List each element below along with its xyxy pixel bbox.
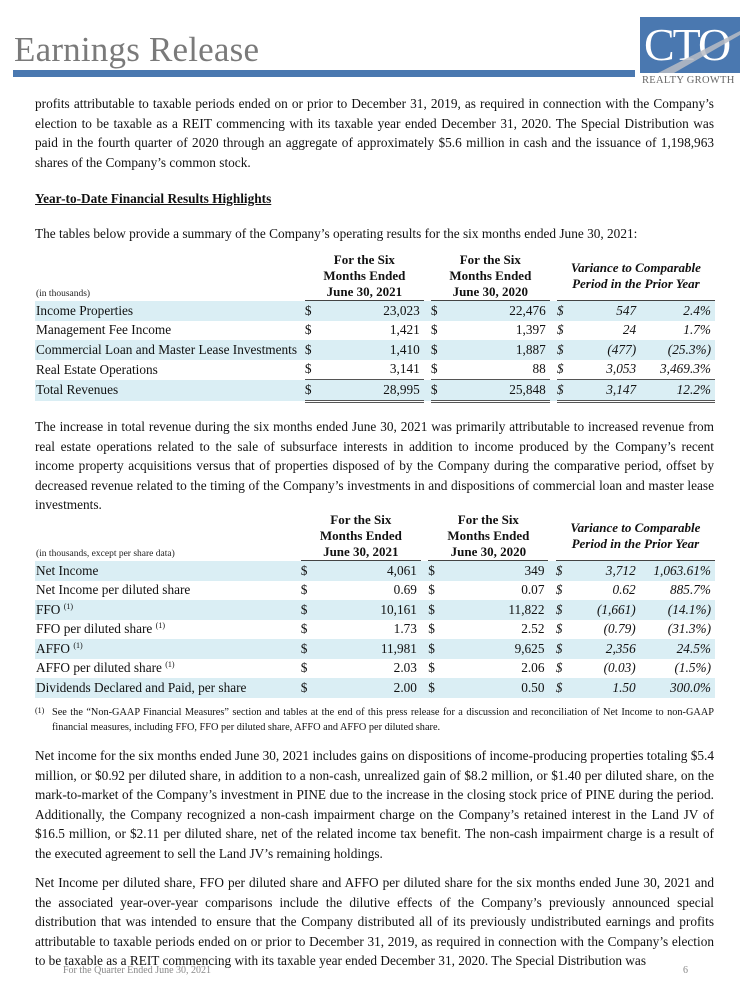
header-line: For the Six — [330, 512, 392, 527]
currency: $ — [556, 561, 575, 581]
value-2020: 2.06 — [521, 660, 545, 676]
footnote-ref: (1) — [165, 660, 175, 670]
table-row — [35, 581, 715, 601]
variance-value: 3,712 — [575, 561, 640, 581]
variance-value: (477) — [576, 340, 640, 360]
value-2020: 0.50 — [448, 678, 549, 698]
currency: $ — [305, 360, 324, 380]
logo-subtitle: REALTY GROWTH — [642, 75, 735, 86]
value-2020: 11,822 — [448, 600, 549, 620]
currency: $ — [300, 582, 308, 598]
value-2020: 349 — [448, 561, 549, 581]
header-line: Variance to Comparable — [570, 260, 701, 275]
footnote — [35, 705, 714, 735]
row-label: Dividends Declared and Paid, per share — [35, 678, 301, 698]
value-2021: 1,421 — [389, 322, 420, 338]
currency: $ — [556, 600, 575, 620]
value-2020: 1,887 — [450, 340, 550, 360]
header-line: June 30, 2020 — [452, 284, 529, 299]
header-line: For the Six — [333, 252, 395, 267]
currency: $ — [428, 582, 435, 598]
col-header-2021 — [301, 512, 421, 561]
currency: $ — [555, 660, 563, 676]
footnote-ref: (1) — [63, 601, 74, 611]
col-header-variance — [556, 512, 715, 561]
table-row-total — [35, 380, 715, 402]
variance-pct: (25.3%) — [640, 340, 715, 360]
logo-swoosh-icon — [640, 17, 740, 73]
footnote-ref: (1) — [73, 640, 83, 650]
currency: $ — [556, 678, 575, 698]
variance-pct: 2.4% — [640, 301, 715, 321]
currency: $ — [300, 621, 308, 637]
currency: $ — [305, 301, 324, 321]
table-row — [35, 600, 715, 620]
currency: $ — [428, 639, 447, 659]
variance-pct: 24.5% — [640, 639, 715, 659]
value-2021: 4,061 — [320, 561, 421, 581]
value-2021: 10,161 — [320, 600, 421, 620]
currency: $ — [305, 380, 324, 402]
currency: $ — [428, 600, 447, 620]
currency: $ — [428, 621, 435, 637]
currency: $ — [557, 301, 576, 321]
currency: $ — [428, 660, 435, 676]
header-line: Months Ended — [319, 528, 402, 543]
currency: $ — [557, 360, 576, 380]
currency: $ — [301, 600, 320, 620]
header-line: For the Six — [457, 512, 519, 527]
logo-text: CTO — [644, 19, 730, 70]
currency: $ — [301, 678, 320, 698]
row-label: Management Fee Income — [36, 322, 172, 338]
header-line: June 30, 2020 — [450, 544, 527, 559]
currency: $ — [555, 582, 563, 598]
col-header-2020 — [428, 512, 548, 561]
variance-pct: 300.0% — [640, 678, 715, 698]
variance-value: 547 — [576, 301, 640, 321]
page-title: Earnings Release — [14, 30, 260, 69]
table-row — [35, 321, 715, 341]
earnings-table — [35, 512, 715, 698]
variance-pct: 3,469.3% — [640, 360, 715, 380]
footnote-mark: (1) — [35, 706, 45, 715]
row-label: AFFO $^{(1)}$ — [35, 639, 301, 659]
header-line: Period in the Prior Year — [571, 536, 700, 551]
value-2021: 3,141 — [324, 360, 424, 380]
header-rule — [13, 70, 635, 77]
section-intro: The tables below provide a summary of the Company’s operating results for the six months ended June 30, 2021: — [35, 226, 638, 241]
value-2021: 2.03 — [393, 660, 417, 676]
row-label: Real Estate Operations — [36, 361, 158, 377]
page-number: 6 — [683, 965, 688, 976]
currency: $ — [301, 561, 320, 581]
row-label: FFO per diluted share $^{(1)}$ — [36, 621, 165, 637]
logo-box — [640, 17, 740, 73]
value-2021: 11,981 — [320, 639, 421, 659]
currency: $ — [301, 639, 320, 659]
units-label: (in thousands, except per share data) — [36, 548, 175, 559]
header-line: Period in the Prior Year — [572, 276, 700, 291]
variance-value: (0.79) — [603, 621, 636, 637]
table-row — [35, 301, 715, 321]
header-line: June 30, 2021 — [326, 284, 403, 299]
table-row — [35, 360, 715, 380]
variance-pct: 12.2% — [640, 380, 715, 402]
currency: $ — [556, 322, 564, 338]
variance-value: 24 — [622, 322, 637, 338]
value-2021: 28,995 — [324, 380, 424, 402]
section-heading: Year-to-Date Financial Results Highlights — [35, 191, 272, 206]
table-row — [35, 659, 715, 679]
row-label: Net Income per diluted share — [36, 582, 191, 598]
table-row — [35, 678, 715, 698]
currency: $ — [300, 660, 308, 676]
row-label: Net Income — [35, 561, 301, 581]
value-2020: 88 — [450, 360, 550, 380]
variance-pct: (14.1%) — [640, 600, 715, 620]
variance-pct: 1,063.61% — [640, 561, 715, 581]
value-2021: 1.73 — [393, 621, 417, 637]
currency: $ — [431, 360, 450, 380]
dilution-paragraph: Net Income per diluted share, FFO per diluted share and AFFO per diluted share for the six months ended June 30, 2021 and the associated year-over-year comparisons include the dilutive effects of the Company’s previously announced special distribution that was intended to ensure that the Company distributed all of its previously undistributed earnings and profits attributable to taxable periods ended on or prior to December 31, 2019, as required in connection with the Company’s election to be taxable as a REIT commencing with its taxable year ended December 31, 2020. The Special Distribution was — [35, 875, 714, 968]
row-label: Income Properties — [35, 301, 305, 321]
header-line: Variance to Comparable — [570, 520, 701, 535]
value-2021: 1,410 — [324, 340, 424, 360]
footnote-ref: (1) — [155, 621, 165, 631]
units-label: (in thousands) — [36, 288, 91, 299]
variance-value: (1,661) — [575, 600, 640, 620]
value-2021: 0.69 — [393, 582, 417, 598]
table-row — [35, 620, 715, 640]
value-2020: 22,476 — [450, 301, 550, 321]
value-2021: 2.00 — [320, 678, 421, 698]
variance-pct: (31.3%) — [667, 621, 711, 637]
currency: $ — [557, 340, 576, 360]
currency: $ — [431, 380, 450, 402]
row-label: Total Revenues — [35, 380, 305, 402]
currency: $ — [430, 322, 438, 338]
currency: $ — [431, 340, 450, 360]
value-2020: 1,397 — [515, 322, 546, 338]
table-row — [35, 639, 715, 659]
value-2020: 0.07 — [521, 582, 545, 598]
row-label: Commercial Loan and Master Lease Investments — [35, 340, 305, 360]
header-line: Months Ended — [323, 268, 406, 283]
variance-value: 1.50 — [575, 678, 640, 698]
revenue-paragraph: The increase in total revenue during the six months ended June 30, 2021 was primarily attributable to increased revenue from real estate operations related to the sale of subsurface interests in addition to income produced by the Company’s recent income property acquisitions versus that of properties disposed of by the Company during the comparative period, offset by decreased revenue related to the timing of the Company’s investments in and dispositions of commercial loan and master lease investments. — [35, 419, 714, 512]
footnote-text: See the “Non-GAAP Financial Measures” section and tables at the end of this press release for a discussion and reconciliation of Net Income to non-GAAP financial measures, including FFO, FFO per diluted share, AFFO and AFFO per diluted share. — [52, 707, 714, 733]
variance-pct: (1.5%) — [674, 660, 711, 676]
net-income-paragraph: Net income for the six months ended June 30, 2021 includes gains on dispositions of income-producing properties totaling $5.4 million, or $0.92 per diluted share, in addition to a non-cash, unrealized gain of $8.2 million, or $1.40 per diluted share, on the mark-to-market of the Company’s investment in PINE due to the increase in the closing stock price of PINE during the period. Additionally, the Company recognized a non-cash impairment charge on the Company’s retained interest in the Land JV of $16.5 million, or $2.11 per diluted share, net of the related income tax benefit. The non-cash impairment charge is a result of the executed agreement to sell the Land JV’s remaining holdings. — [35, 748, 714, 861]
value-2021: 23,023 — [324, 301, 424, 321]
variance-value: 2,356 — [575, 639, 640, 659]
intro-paragraph: profits attributable to taxable periods ended on or prior to December 31, 2019, as required in connection with the Company’s election to be taxable as a REIT commencing with its taxable year ended December 31, 2020. The Special Distribution was paid in the fourth quarter of 2020 through an aggregate of approximately $5.6 million in cash and the issuance of 1,198,963 shares of the Company’s common stock. — [35, 96, 714, 170]
currency: $ — [557, 380, 576, 402]
currency: $ — [305, 340, 324, 360]
row-label: AFFO per diluted share $^{(1)}$ — [36, 660, 175, 676]
footer-period: For the Quarter Ended June 30, 2021 — [63, 965, 212, 976]
header-line: For the Six — [459, 252, 521, 267]
variance-value: 0.62 — [612, 582, 636, 598]
row-label: FFO $^{(1)}$ — [35, 600, 301, 620]
col-header-2020 — [431, 252, 550, 301]
currency: $ — [556, 639, 575, 659]
variance-value: 3,147 — [576, 380, 640, 402]
currency: $ — [431, 301, 450, 321]
currency: $ — [555, 621, 563, 637]
table-row — [35, 340, 715, 360]
header-line: June 30, 2021 — [323, 544, 399, 559]
value-2020: 9,625 — [448, 639, 549, 659]
value-2020: 25,848 — [450, 380, 550, 402]
col-header-variance — [557, 252, 715, 301]
currency: $ — [304, 322, 312, 338]
currency: $ — [428, 678, 447, 698]
col-header-2021 — [305, 252, 424, 301]
company-logo — [640, 17, 740, 87]
revenue-table — [35, 252, 715, 403]
header-line: Months Ended — [449, 268, 532, 283]
currency: $ — [428, 561, 447, 581]
header-line: Months Ended — [447, 528, 530, 543]
value-2020: 2.52 — [521, 621, 545, 637]
variance-value: (0.03) — [603, 660, 636, 676]
variance-value: 3,053 — [576, 360, 640, 380]
variance-pct: 885.7% — [670, 582, 711, 598]
table-row — [35, 561, 715, 581]
variance-pct: 1.7% — [683, 322, 711, 338]
